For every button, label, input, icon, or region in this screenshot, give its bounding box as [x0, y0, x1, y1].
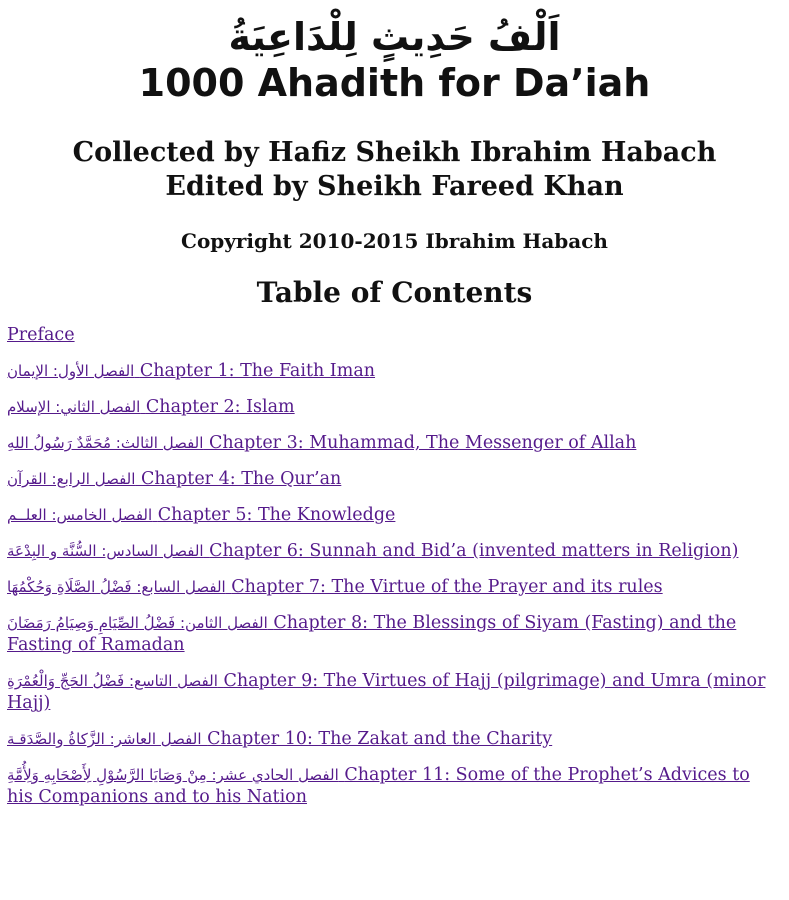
toc-link-label: Chapter 10: The Zakat and the Charity [207, 729, 553, 749]
toc-link-arabic: الفصل الخامس: العلــم [7, 506, 153, 524]
toc-link-label: Chapter 1: The Faith Iman [139, 361, 376, 381]
toc-item-chapter-4 [7, 468, 769, 490]
edited-by: Edited by Sheikh Fareed Khan [165, 171, 624, 202]
toc-link-label: Chapter 6: Sunnah and Bid’a (invented matters in Religion) [209, 541, 739, 561]
toc-item-chapter-3 [7, 432, 769, 454]
toc-link-arabic: الفصل الحادي عشر: مِنْ وَصَايَا الرَّسُوْلِ لِأَصْحَابِهِ وَلِأُمَّةِ [7, 766, 339, 784]
collected-by: Collected by Hafiz Sheikh Ibrahim Habach [72, 137, 717, 168]
toc-item-preface [7, 324, 769, 346]
toc-item-chapter-10 [7, 728, 769, 750]
toc-item-chapter-9 [7, 670, 769, 714]
toc-link-arabic: الفصل العاشر: الزَّكاةُ والصَّدَقـة [7, 730, 202, 748]
toc-link-label: Chapter 5: The Knowledge [157, 505, 396, 525]
toc-link-label: Chapter 3: Muhammad, The Messenger of Allah [209, 433, 637, 453]
toc-link-label: Chapter 7: The Virtue of the Prayer and its rules [231, 577, 663, 597]
toc-link-chapter-3[interactable] [7, 433, 636, 453]
toc-link-arabic: الفصل التاسع: فَضْلُ الحَجِّ وَالْعُمْرَةِ [7, 672, 218, 690]
toc-link-preface[interactable] [7, 325, 75, 345]
toc-link-chapter-11[interactable] [7, 765, 750, 807]
toc-link-chapter-7[interactable] [7, 577, 663, 597]
toc-link-arabic: الفصل الأول: الإيمان [7, 362, 135, 380]
toc-link-label: Chapter 9: The Virtues of Hajj (pilgrimage) and Umra (minor Hajj) [7, 671, 766, 713]
title-arabic: اَلْفُ حَدِيثٍ لِلْدَاعِيَةُ [228, 15, 561, 59]
toc-link-chapter-2[interactable] [7, 397, 295, 417]
title-english: 1000 Ahadith for Da’iah [138, 61, 651, 105]
toc-item-chapter-11 [7, 764, 769, 808]
toc-link-chapter-8[interactable] [7, 613, 736, 655]
toc-item-chapter-1 [7, 360, 769, 382]
credits [0, 136, 789, 204]
toc-link-label: Chapter 8: The Blessings of Siyam (Fasting) and the Fasting of Ramadan [7, 613, 737, 655]
toc-link-label: Chapter 11: Some of the Prophet’s Advices to his Companions and to his Nation [7, 765, 750, 807]
toc-link-arabic: الفصل الرابع: القرآن [7, 470, 136, 488]
toc-item-chapter-7 [7, 576, 769, 598]
toc-link-arabic: الفصل الثامن: فَضْلُ الصِّيَامِ وَصِيَامُ رَمَضَانَ [7, 614, 268, 632]
toc-item-chapter-2 [7, 396, 769, 418]
toc-item-chapter-5 [7, 504, 769, 526]
toc-link-arabic: الفصل الثاني: الإسلام [7, 398, 141, 416]
toc-link-chapter-1[interactable] [7, 361, 375, 381]
copyright-notice: Copyright 2010-2015 Ibrahim Habach [181, 229, 608, 253]
toc-link-label: Preface [7, 325, 75, 345]
toc-link-arabic: الفصل الثالث: مُحَمَّدٌ رَسُولُ اللهِ [7, 434, 204, 452]
toc-link-arabic: الفصل السادس: السُّنَّة و البِدْعَة [7, 542, 204, 560]
toc-heading: Table of Contents [256, 276, 533, 309]
toc-item-chapter-8 [7, 612, 769, 656]
toc-link-label: Chapter 4: The Qur’an [141, 469, 342, 489]
table-of-contents [0, 324, 789, 808]
toc-link-chapter-10[interactable] [7, 729, 552, 749]
toc-link-chapter-9[interactable] [7, 671, 765, 713]
toc-link-arabic: الفصل السابع: فَضْلُ الصَّلَاةِ وَحُكْمُهَا [7, 578, 226, 596]
toc-link-chapter-4[interactable] [7, 469, 341, 489]
toc-link-chapter-6[interactable] [7, 541, 738, 561]
toc-item-chapter-6 [7, 540, 769, 562]
toc-link-chapter-5[interactable] [7, 505, 395, 525]
toc-link-label: Chapter 2: Islam [145, 397, 295, 417]
